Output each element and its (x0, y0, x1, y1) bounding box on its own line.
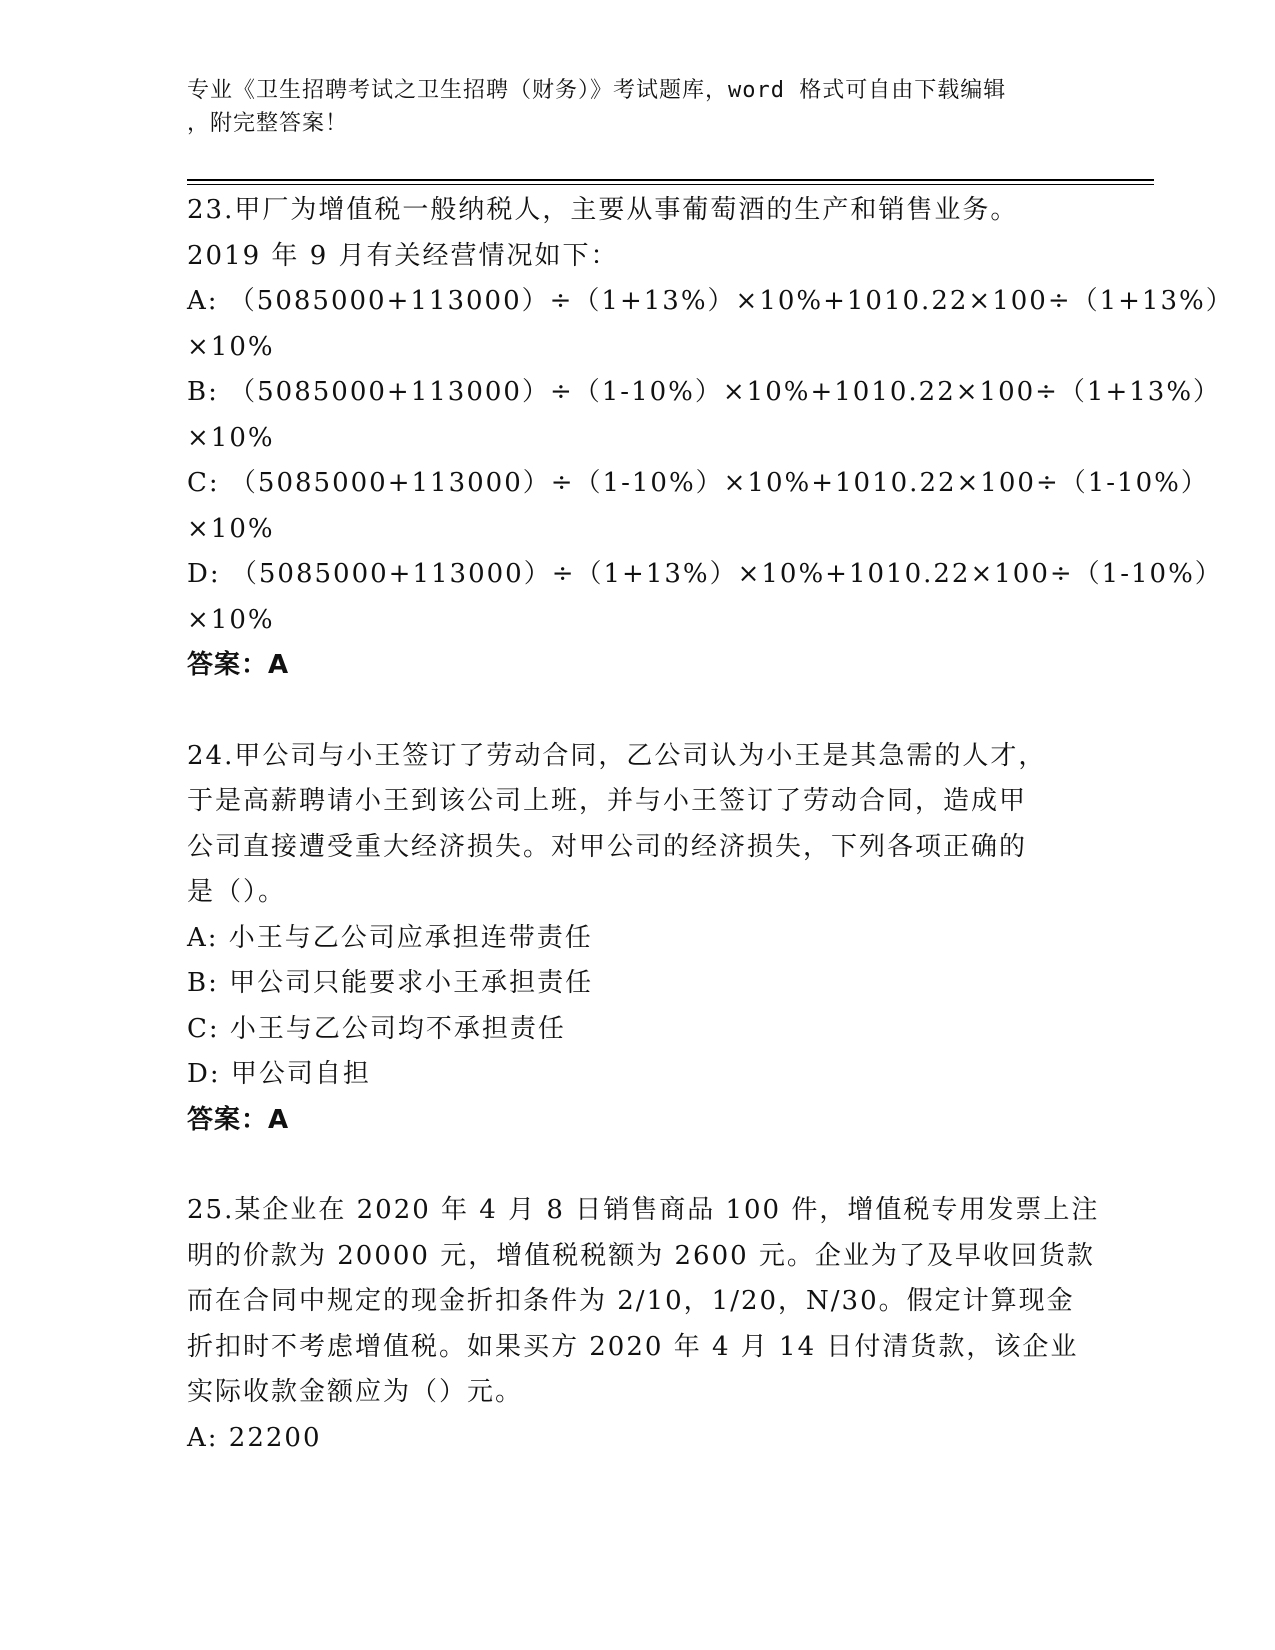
question-24-stem-line-4: 是（）。 (187, 877, 287, 907)
question-23-option-b: B: （5085000+113000）÷（1-10%）×10%+1010.22×100÷（1+13%） (187, 377, 1222, 407)
question-24-option-d: D: 甲公司自担 (187, 1059, 371, 1089)
header-divider-thick (187, 179, 1154, 181)
question-24-stem-line-3: 公司直接遭受重大经济损失。对甲公司的经济损失，下列各项正确的 (187, 831, 1028, 862)
header-line-2: ，附完整答案！ (187, 111, 349, 136)
header-divider-thin (187, 184, 1154, 185)
question-25-stem-line-1: 25.某企业在 2020 年 4 月 8 日销售商品 100 件，增值税专用发票上注 (187, 1195, 1100, 1225)
question-23-option-c-cont: ×10% (187, 513, 275, 544)
question-25-option-a: A: 22200 (187, 1422, 322, 1453)
question-23 (187, 188, 1234, 689)
question-23-stem-line-1: 23.甲厂为增值税一般纳税人，主要从事葡萄酒的生产和销售业务。 (187, 195, 1019, 225)
document-header (187, 74, 1087, 140)
question-23-answer: 答案：A (187, 650, 290, 680)
question-25 (187, 1188, 1100, 1461)
question-23-option-b-cont: ×10% (187, 422, 275, 453)
question-spacer (187, 689, 1087, 734)
question-25-stem-line-2: 明的价款为 20000 元，增值税税额为 2600 元。企业为了及早收回货款 (187, 1240, 1095, 1271)
question-23-option-a: A: （5085000+113000）÷（1+13%）×10%+1010.22×100÷（1+13%） (187, 286, 1234, 316)
question-spacer (187, 1143, 1087, 1188)
question-24-option-a: A: 小王与乙公司应承担连带责任 (187, 922, 593, 953)
question-24 (187, 734, 1087, 1144)
question-24-stem-line-2: 于是高薪聘请小王到该公司上班，并与小王签订了劳动合同，造成甲 (187, 786, 1028, 816)
question-24-option-c: C: 小王与乙公司均不承担责任 (187, 1013, 566, 1044)
question-25-stem-line-4: 折扣时不考虑增值税。如果买方 2020 年 4 月 14 日付清货款，该企业 (187, 1331, 1079, 1362)
question-23-option-a-cont: ×10% (187, 331, 275, 362)
question-23-stem-line-2: 2019 年 9 月有关经营情况如下： (187, 240, 619, 271)
question-24-option-b: B: 甲公司只能要求小王承担责任 (187, 968, 594, 998)
question-25-stem-line-3: 而在合同中规定的现金折扣条件为 2/10，1/20，N/30。假定计算现金 (187, 1286, 1075, 1316)
question-24-stem-line-1: 24.甲公司与小王签订了劳动合同，乙公司认为小王是其急需的人才， (187, 740, 1047, 771)
question-24-answer: 答案：A (187, 1104, 290, 1135)
question-list (187, 188, 1234, 1461)
header-line-1: 专业《卫生招聘考试之卫生招聘（财务）》考试题库，word 格式可自由下载编辑 (187, 78, 1007, 103)
question-23-option-d-cont: ×10% (187, 604, 275, 635)
question-23-option-d: D: （5085000+113000）÷（1+13%）×10%+1010.22×100÷（1-10%） (187, 559, 1223, 589)
question-25-stem-line-5: 实际收款金额应为（）元。 (187, 1377, 524, 1407)
question-23-option-c: C: （5085000+113000）÷（1-10%）×10%+1010.22×100÷（1-10%） (187, 468, 1209, 498)
